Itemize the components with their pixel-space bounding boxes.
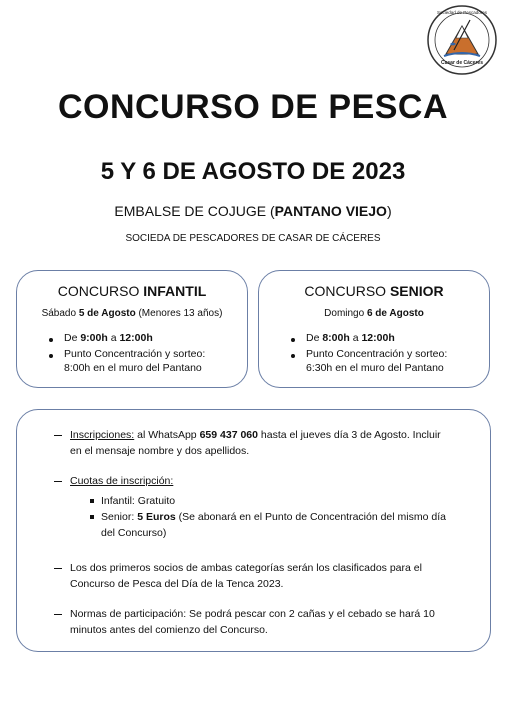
society-logo: [426, 4, 498, 76]
logo-bottom-text: Casar de Cáceres: [441, 60, 483, 66]
infantil-sub-post: (Menores 13 años): [135, 308, 223, 319]
senior-title-plain: CONCURSO: [304, 283, 390, 299]
infantil-hours-end: 12:00h: [119, 332, 153, 344]
senior-sub-bold: 6 de Agosto: [366, 308, 424, 319]
event-date: 5 Y 6 DE AGOSTO DE 2023: [100, 158, 406, 185]
bullet-icon: [291, 338, 295, 342]
infantil-meeting-line2: 8:00h en el muro del Pantano: [64, 362, 202, 374]
dash-icon: [54, 568, 62, 569]
dash-icon: [54, 481, 62, 482]
page-title: CONCURSO DE PESCA: [57, 88, 449, 126]
senior-hours-pre: De: [306, 332, 323, 344]
cuotas-label-text: Cuotas de inscripción:: [70, 475, 174, 487]
socios-line2: Concurso de Pesca del Día de la Tenca 2023.: [70, 578, 284, 590]
square-bullet-icon: [90, 499, 94, 503]
logo-top-text: Sociedad de Pescadores: [436, 10, 488, 15]
venue: [0, 203, 506, 219]
infantil-title-bold: INFANTIL: [143, 283, 207, 299]
cuota-senior-line2: del Concurso): [101, 527, 167, 539]
senior-title-bold: SENIOR: [389, 283, 444, 299]
cuota-senior-pre: Senior:: [101, 511, 138, 523]
cuota-infantil: Infantil: Gratuito: [101, 495, 176, 507]
venue-bold: PANTANO VIEJO: [274, 203, 387, 219]
senior-title: [259, 283, 489, 299]
senior-meeting: [306, 347, 447, 375]
socios-text: [70, 560, 485, 592]
infantil-hours-mid: a: [107, 332, 120, 344]
cuota-senior: [101, 509, 486, 541]
infantil-date: [17, 308, 247, 319]
whatsapp-phone: 659 437 060: [199, 429, 258, 441]
normas-line2: minutos antes del comienzo del Concurso.: [70, 624, 268, 636]
infantil-hours: [64, 331, 153, 345]
venue-suffix: ): [386, 203, 392, 219]
cuotas-label: [70, 473, 173, 489]
bullet-icon: [291, 354, 295, 358]
socios-line1: Los dos primeros socios de ambas categorías serán los clasificados para el: [70, 562, 422, 574]
senior-sub-pre: Domingo: [324, 308, 367, 319]
inscripciones-line2: en el mensaje nombre y dos apellidos.: [70, 445, 250, 457]
infantil-meeting-line1: Punto Concentración y sorteo:: [64, 348, 206, 360]
society-name: SOCIEDA DE PESCADORES DE CASAR DE CÁCERES: [125, 233, 381, 244]
senior-meeting-line1: Punto Concentración y sorteo:: [306, 348, 448, 360]
senior-hours: [306, 331, 395, 345]
dash-icon: [54, 435, 62, 436]
info-card: [16, 409, 491, 652]
infantil-meeting: [64, 347, 205, 375]
senior-hours-mid: a: [349, 332, 362, 344]
senior-date: [259, 308, 489, 319]
venue-prefix: EMBALSE DE COJUGE (: [114, 203, 275, 219]
senior-hours-start: 8:00h: [322, 332, 350, 344]
dash-icon: [54, 614, 62, 615]
cuota-senior-amount: 5 Euros: [137, 511, 176, 523]
infantil-title-plain: CONCURSO: [57, 283, 144, 299]
bullet-icon: [49, 338, 53, 342]
normas-line1: Normas de participación: Se podrá pescar con 2 cañas y el cebado se hará 10: [70, 608, 435, 620]
infantil-title: [17, 283, 247, 299]
cuota-senior-post: (Se abonará en el Punto de Concentración del mismo día: [175, 511, 446, 523]
infantil-hours-start: 9:00h: [80, 332, 108, 344]
bullet-icon: [49, 354, 53, 358]
senior-hours-end: 12:00h: [361, 332, 395, 344]
normas-text: [70, 606, 485, 638]
infantil-hours-pre: De: [64, 332, 81, 344]
inscripciones-label: Inscripciones:: [70, 429, 135, 441]
inscripciones-pre: al WhatsApp: [134, 429, 200, 441]
infantil-sub-pre: Sábado: [41, 308, 79, 319]
senior-card: [258, 270, 490, 388]
inscripciones-post: hasta el jueves día 3 de Agosto. Incluir: [257, 429, 441, 441]
inscripciones-text: [70, 427, 480, 459]
infantil-card: [16, 270, 248, 388]
square-bullet-icon: [90, 515, 94, 519]
infantil-sub-bold: 5 de Agosto: [78, 308, 136, 319]
senior-meeting-line2: 6:30h en el muro del Pantano: [306, 362, 444, 374]
